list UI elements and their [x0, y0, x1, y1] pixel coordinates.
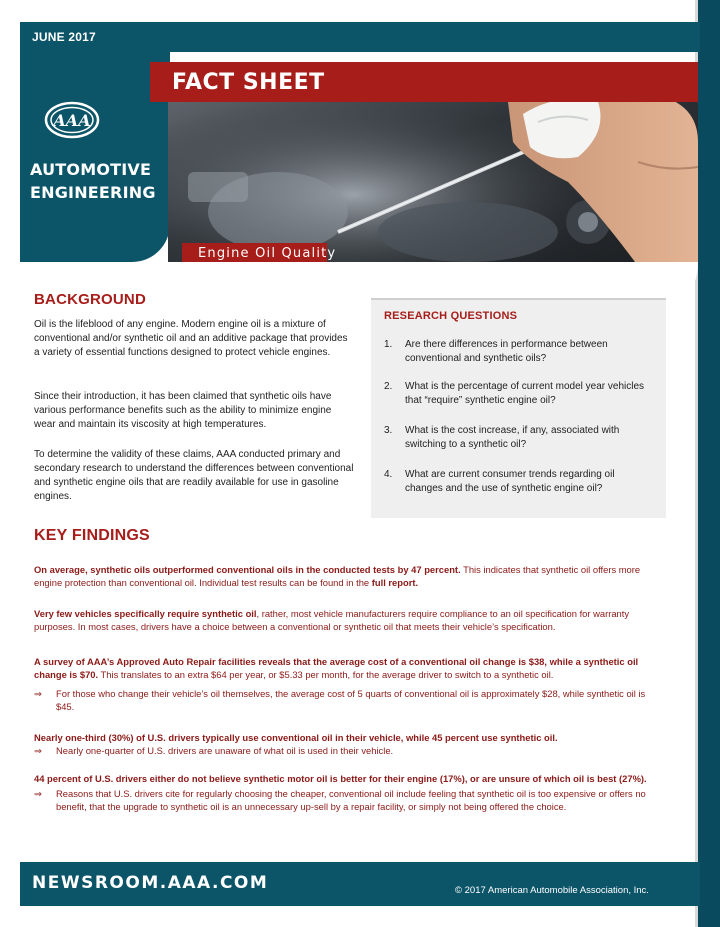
question-text: What are current consumer trends regarding oil changes and the use of synthetic engine oil? [405, 469, 615, 494]
topic-title: Engine Oil Quality [198, 246, 337, 261]
logo-lettering: AAA [53, 111, 91, 130]
background-paragraph-1: Oil is the lifeblood of any engine. Modern engine oil is a mixture of conventional and/or synthetic oil and an additive package that provides a variety of essential functions designed to protect vehicle engines. [34, 319, 348, 358]
question-text: What is the cost increase, if any, associated with switching to a synthetic oil? [405, 425, 620, 450]
background-paragraph-2: Since their introduction, it has been claimed that synthetic oils have various performance benefits such as the ability to minimize engine wear and maintain its viscosity at high temperatures. [34, 391, 332, 430]
finding-4 [34, 731, 654, 744]
finding-3-headline: A survey of AAA’s Approved Auto Repair facilities reveals that the average cost of a conventional oil change is $38, while a synthetic oil change is $70. [34, 656, 639, 680]
question-number: 4. [384, 469, 393, 480]
finding-1 [34, 563, 654, 589]
question-number: 1. [384, 339, 393, 350]
arrow-icon: ⇒ [34, 688, 42, 699]
question-number: 3. [384, 425, 393, 436]
finding-2-detail: , rather, most vehicle manufacturers require compliance to an oil specification for warranty purposes. In most cases, drivers have a choice between a conventional or synthetic oil that meets their vehicle’s specification. [34, 608, 630, 632]
aaa-logo-icon [44, 100, 100, 140]
brand-name [30, 158, 156, 204]
finding-1-detail: This indicates that synthetic oil offers more engine protection than conventional oil. Individual test results can be found in the [34, 564, 641, 588]
header-bar [20, 22, 700, 52]
arrow-icon: ⇒ [34, 788, 42, 799]
brand-line-1: AUTOMOTIVE [30, 160, 152, 179]
finding-4-headline: Nearly one-third (30%) of U.S. drivers typically use conventional oil in their vehicle, while 45 percent use synthetic oil. [34, 732, 558, 743]
finding-4-subpoint-text: Nearly one-quarter of U.S. drivers are unaware of what oil is used in their vehicle. [56, 745, 394, 756]
copyright-notice: © 2017 American Automobile Association, Inc. [455, 885, 649, 896]
hero-curve [150, 262, 720, 302]
finding-5-headline: 44 percent of U.S. drivers either do not believe synthetic motor oil is better for their engine (17%), or are unsure of which oil is best (27%). [34, 773, 647, 784]
finding-3 [34, 655, 654, 681]
finding-2-headline: Very few vehicles specifically require synthetic oil [34, 608, 257, 619]
question-text: Are there differences in performance between conventional and synthetic oils? [405, 339, 608, 364]
newsroom-link[interactable]: NEWSROOM.AAA.COM [32, 873, 269, 893]
finding-2 [34, 607, 654, 633]
finding-3-detail: This translates to an extra $64 per year, or $5.33 per month, for the average driver to switch to a synthetic oil. [98, 669, 554, 680]
brand-line-2: ENGINEERING [30, 183, 156, 202]
research-questions-heading: RESEARCH QUESTIONS [384, 310, 518, 322]
finding-1-headline: On average, synthetic oils outperformed conventional oils in the conducted tests by 47 percent. [34, 564, 461, 575]
finding-5-subpoint-text: Reasons that U.S. drivers cite for regularly choosing the cheaper, conventional oil include feeling that synthetic oil is too expensive or offers no benefit, that the upgrade to synthetic oil is an unnecessary up-sell by a repair facility, or simply not being offered the choice. [56, 788, 646, 812]
finding-5 [34, 772, 654, 785]
finding-3-subpoint-text: For those who change their vehicle’s oil themselves, the average cost of 5 quarts of conventional oil is approximately $28, while synthetic oil is $45. [56, 688, 646, 712]
key-findings-heading: KEY FINDINGS [34, 527, 150, 544]
fact-sheet-title: FACT SHEET [172, 70, 325, 95]
background-heading: BACKGROUND [34, 291, 146, 308]
full-report-link[interactable]: full report. [371, 577, 419, 588]
question-number: 2. [384, 381, 393, 392]
arrow-icon: ⇒ [34, 745, 42, 756]
right-frame [698, 0, 720, 927]
question-text: What is the percentage of current model year vehicles that “require” synthetic engine oil? [405, 381, 645, 406]
brand-panel [20, 52, 170, 262]
background-paragraph-3: To determine the validity of these claims, AAA conducted primary and secondary research to understand the differences between conventional and synthetic engine oils that are readily available for use in gasoline engines. [34, 449, 354, 502]
publication-date: JUNE 2017 [32, 30, 96, 44]
